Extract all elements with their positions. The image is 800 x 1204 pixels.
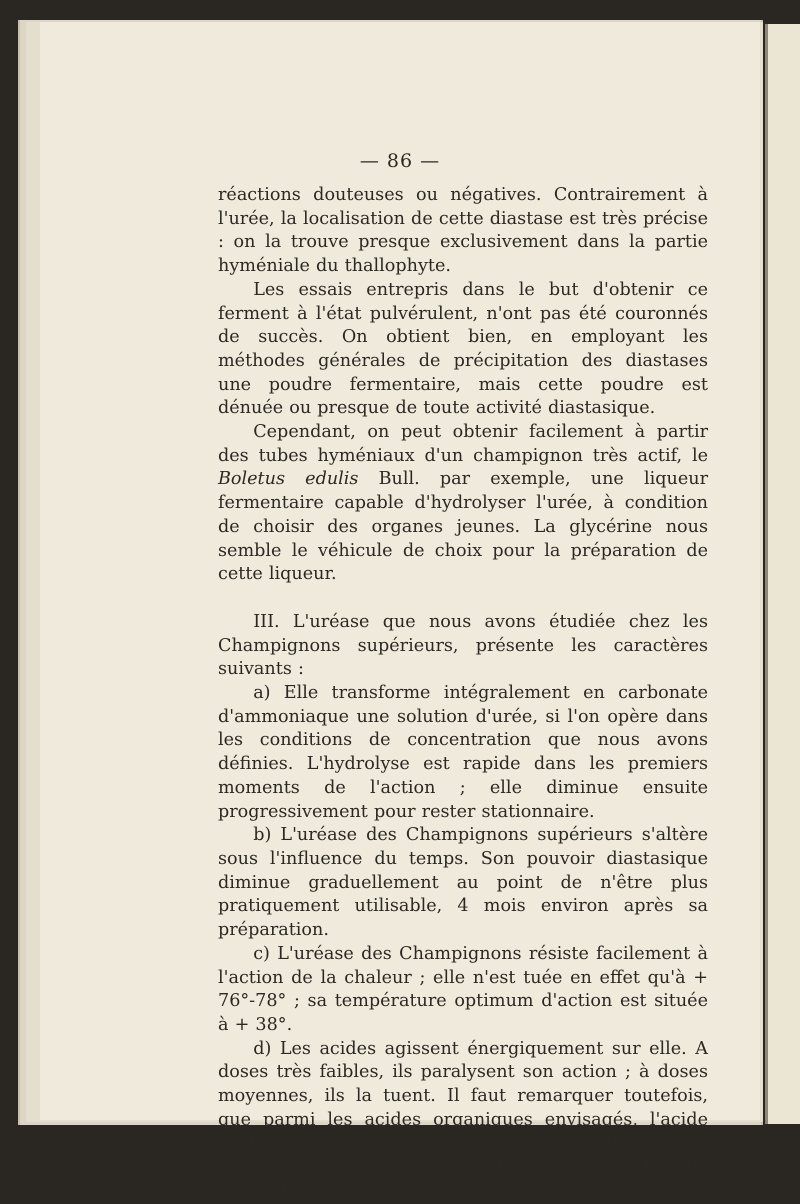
paragraph [218, 824, 708, 943]
text-run: Cependant, on peut obtenir facilement à partir des tubes hyméniaux d'un champignon très actif, le [218, 422, 708, 466]
paragraph [218, 421, 708, 587]
text-run: Bull. par exemple, une liqueur fermentaire capable d'hydrolyser l'urée, à condition de choisir des organes jeunes. La glycérine nous semble le véhicule de choix pour la préparation de cette liqueur. [218, 469, 708, 585]
text-run: a) Elle transforme intégralement en carbonate d'ammoniaque une solution d'urée, si l'on opère dans les conditions de concentration que nous avons définies. L'hydrolyse est rapide dans les premiers moments de l'action ; elle diminue ensuite progressivement pour rester stationnaire. [218, 683, 708, 822]
paragraph [218, 943, 708, 1038]
paragraph [218, 682, 708, 824]
text-run: d) Les acides agissent énergiquement sur elle. A doses très faibles, ils paralysent son action ; à doses moyennes, ils la tuent. Il faut remarquer toutefois, que parmi les acides organiques envisagés, l'acide acétique est, comparativement aux autres, de beaucoup le moins actif (sept fois moins actif que l'acide tartrique). [218, 1038, 708, 1201]
paragraph [218, 279, 708, 421]
text-run: réactions douteuses ou négatives. Contrairement à l'urée, la localisation de cette diastase est très précise : on la trouve presque exclusivement dans la partie hyméniale du thallophyte. [218, 185, 708, 277]
text-run: b) L'uréase des Champignons supérieurs s'altère sous l'influence du temps. Son pouvoir diastasique diminue graduellement au point de n'être plus pratiquement utilisable, 4 mois environ après sa préparation. [218, 825, 708, 941]
italic-text: Boletus edulis [218, 469, 359, 490]
paragraph [218, 1038, 708, 1204]
page-number: — 86 — [359, 150, 441, 172]
text-run: Les essais entrepris dans le but d'obtenir ce ferment à l'état pulvérulent, n'ont pas été couronnés de succès. On obtient bien, en employant les méthodes générales de précipitation des diastases une poudre fermentaire, mais cette poudre est dénuée ou presque de toute activité diastasique. [218, 279, 708, 419]
text-run: III. L'uréase que nous avons étudiée chez les Champignons supérieurs, présente les caractères suivants : [218, 611, 708, 680]
book-page [40, 22, 760, 1201]
text-run: c) L'uréase des Champignons résiste facilement à l'action de la chaleur ; elle n'est tuée en effet qu'à + 76°-78° ; sa température optimum d'action est située à + 38°. [218, 943, 708, 1035]
paragraph-section-heading [218, 611, 708, 682]
body-text [218, 184, 708, 1204]
paragraph [218, 184, 708, 279]
facing-page-edge [765, 24, 800, 1124]
